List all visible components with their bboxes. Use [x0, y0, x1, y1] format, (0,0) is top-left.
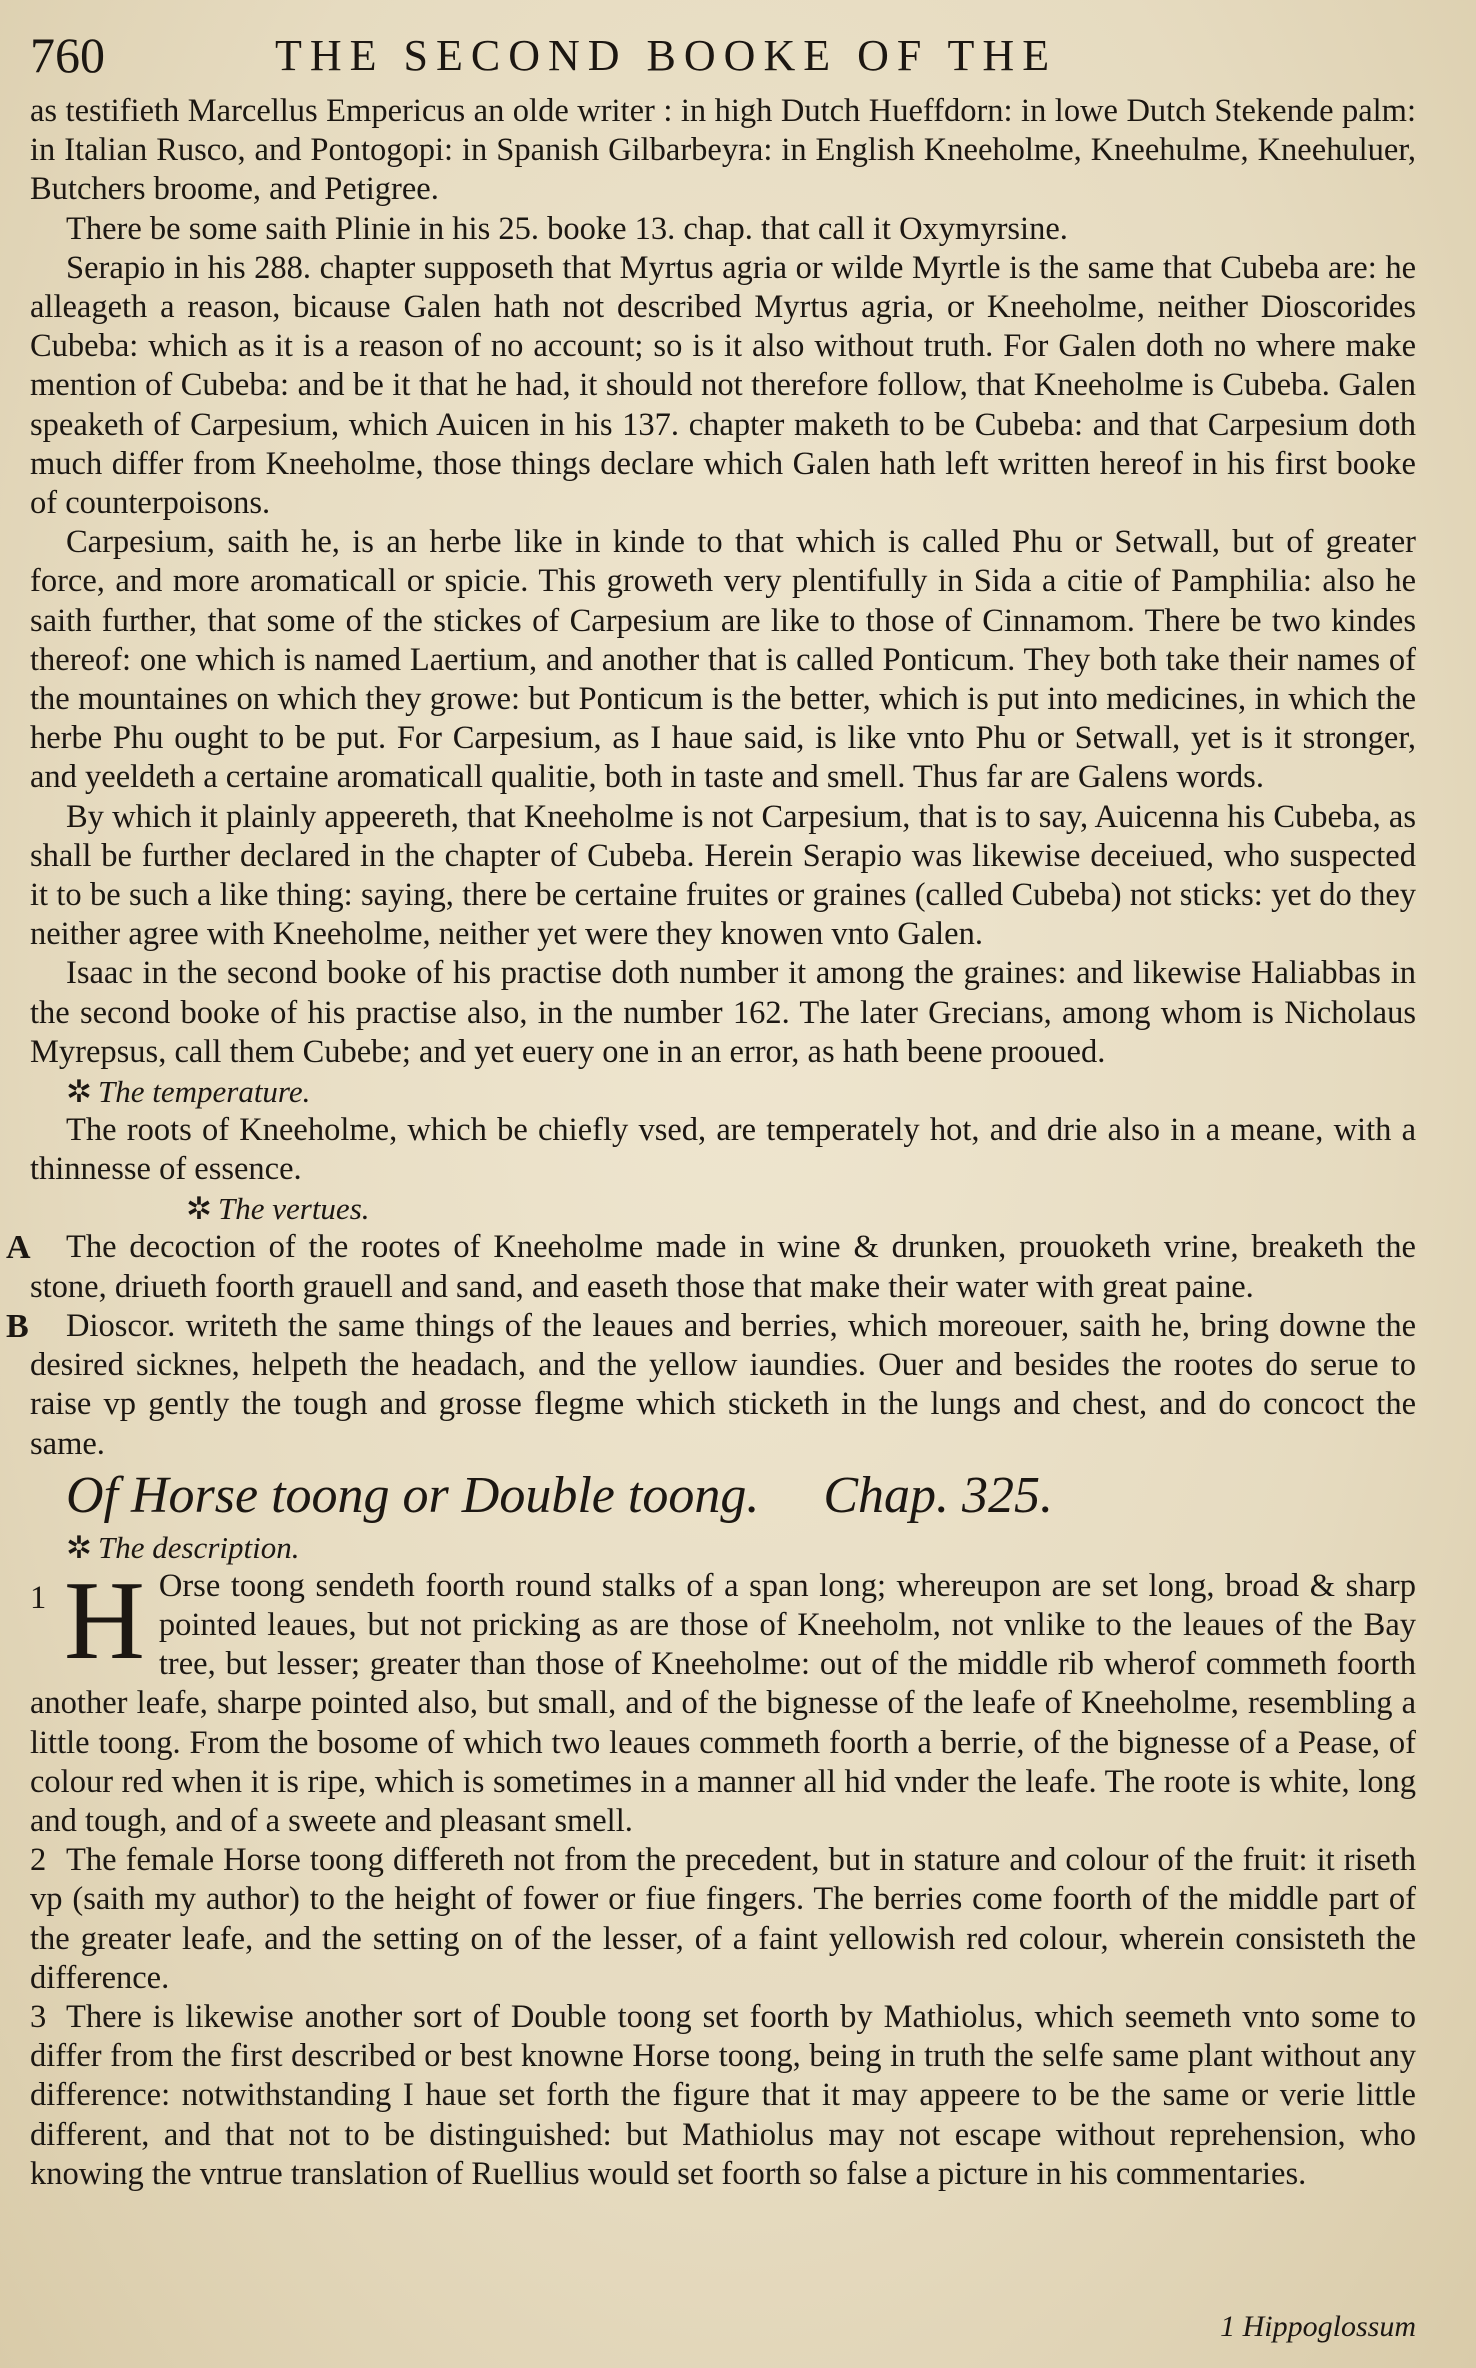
description-item-2: [30, 1841, 1416, 1998]
catchword: 1 Hippoglossum: [1220, 2310, 1416, 2343]
description-text: Orse toong sendeth foorth round stalks of a span long; whereupon are set long, broad & sharp pointed leaues, but not pricking as are those of Kneeholm, not vnlike to the leaues of the Bay tree, but lesser; greater than those of Kneeholme: out of the middle rib wherof commeth foorth another leafe, sharpe pointed also, but small, and of the bignesse of the leafe of Kneeholme, resembling a little toong. From the bosome of which two leaues commeth foorth a berrie, of the bignesse of a Pease, of colour red when it is ripe, which is sometimes in a manner all hid vnder the leafe. The roote is white, long and tough, and of a sweete and pleasant smell.: [30, 1567, 1416, 1839]
section-heading-description: ✲ The description.: [66, 1529, 300, 1565]
temperature-text: The roots of Kneeholme, which be chiefly vsed, are temperately hot, and drie also in a meane, with a thinnesse of essence.: [30, 1112, 1416, 1188]
description-text: There is likewise another sort of Double toong set foorth by Mathiolus, which seemeth vnto some to differ from the first described or best knowne Horse toong, being in truth the selfe same plant without any difference: notwithstanding I haue set forth the figure that it may appeere to be the same or verie little different, and that not to be distinguished: but Mathiolus may not escape without reprehension, who knowing the vntrue translation of Ruellius would set foorth so false a picture in his commentaries.: [30, 1998, 1416, 2192]
running-title: THE SECOND BOOKE OF THE: [275, 31, 1058, 80]
description-item-3: [30, 1998, 1416, 2194]
vertue-b-text: Dioscor. writeth the same things of the leaues and berries, which moreouer, saith he, bring downe the desired sicknes, helpeth the headach, and the yellow iaundies. Ouer and besides the rootes do serue to raise vp gently the tough and grosse flegme which sticketh in the lungs and chest, and do concoct the same.: [30, 1307, 1416, 1462]
margin-letter-b: B: [6, 1307, 29, 1345]
page-header: [30, 22, 1436, 92]
paragraph: By which it plainly appeereth, that Kneeholme is not Carpesium, that is to say, Auicenna his Cubeba, as shall be further declared in the chapter of Cubeba. Herein Serapio was likewise deceiued, who suspected it to be such a like thing: saying, there be certaine fruites or graines (called Cubeba) not sticks: yet do they neither agree with Kneeholme, neither yet were they knowen vnto Galen.: [30, 798, 1416, 953]
section-heading-temperature: ✲ The temperature.: [66, 1074, 311, 1110]
paragraph: Carpesium, saith he, is an herbe like in kinde to that which is called Phu or Setwall, but of greater force, and more aromaticall or spicie. This groweth very plentifully in Sida a citie of Pamphilia: also he saith further, that some of the stickes of Carpesium are like to those of Cinnamom. There be two kindes thereof: one which is named Laertium, and another that is called Ponticum. They both take their names of the mountaines on which they growe: but Ponticum is the better, which is put into medicines, in which the herbe Phu ought to be put. For Carpesium, as I haue said, is like vnto Phu or Setwall, yet is it stronger, and yeeldeth a certaine aromaticall qualitie, both in taste and smell. Thus far are Galens words.: [30, 524, 1416, 796]
vertue-b: [6, 1307, 1416, 1464]
chapter-number: Chap. 325.: [823, 1466, 1054, 1524]
description-text: The female Horse toong differeth not from the precedent, but in stature and colour of the fruit: it riseth vp (saith my author) to the height of fower or fiue fingers. The berries come foorth of the middle part of the greater leafe, and the setting on of the lesser, of a faint yellowish red colour, wherein consisteth the difference.: [30, 1842, 1416, 1996]
section-heading-vertues: ✲ The vertues.: [186, 1191, 370, 1227]
paragraph: as testifieth Marcellus Empericus an olde writer : in high Dutch Hueffdorn: in lowe Dutch Stekende palm: in Italian Rusco, and Pontogopi: in Spanish Gilbarbeyra: in English Kneeholme, Kneehulme, Kneehuluer, Butchers broome, and Petigree.: [30, 93, 1416, 208]
item-number: 2: [30, 1842, 47, 1879]
margin-letter-a: A: [6, 1229, 31, 1267]
vertue-a: [6, 1228, 1416, 1306]
description-item-1: [30, 1558, 1416, 1841]
paragraph: There be some saith Plinie in his 25. booke 13. chap. that call it Oxymyrsine.: [66, 210, 1068, 247]
paragraph: Serapio in his 288. chapter supposeth that Myrtus agria or wilde Myrtle is the same that Cubeba are: he alleageth a reason, bicause Galen hath not described Myrtus agria, or Kneeholme, neither Dioscorides Cubeba: which as it is a reason of no account; so is it also without truth. For Galen doth no where make mention of Cubeba: and be it that he had, it should not therefore follow, that Kneeholme is Cubeba. Galen speaketh of Carpesium, which Auicen in his 137. chapter maketh to be Cubeba: and that Carpesium doth much differ from Kneeholme, those things declare which Galen hath left written hereof in his first booke of counterpoisons.: [30, 249, 1416, 522]
drop-capital: H: [64, 1558, 145, 1683]
asterism-icon: ✲: [66, 1074, 92, 1110]
item-number: 3: [30, 1998, 47, 2035]
page-body: [6, 92, 1416, 2368]
asterism-icon: ✲: [66, 1529, 92, 1565]
asterism-icon: ✲: [186, 1191, 212, 1227]
vertue-a-text: The decoction of the rootes of Kneeholme made in wine & drunken, prouoketh vrine, breaketh the stone, driueth foorth grauell and sand, and easeth those that make their water with great paine.: [30, 1229, 1416, 1305]
chapter-title: Of Horse toong or Double toong. Chap. 325.: [66, 1466, 1054, 1524]
paragraph: Isaac in the second booke of his practise doth number it among the graines: and likewise Haliabbas in the second booke of his practise also, in the number 162. The later Grecians, among whom is Nicholaus Myrepsus, call them Cubebe; and yet euery one in an error, as hath beene prooued.: [30, 955, 1416, 1070]
item-number: 1: [30, 1579, 47, 1616]
page-number: 760: [30, 27, 105, 83]
